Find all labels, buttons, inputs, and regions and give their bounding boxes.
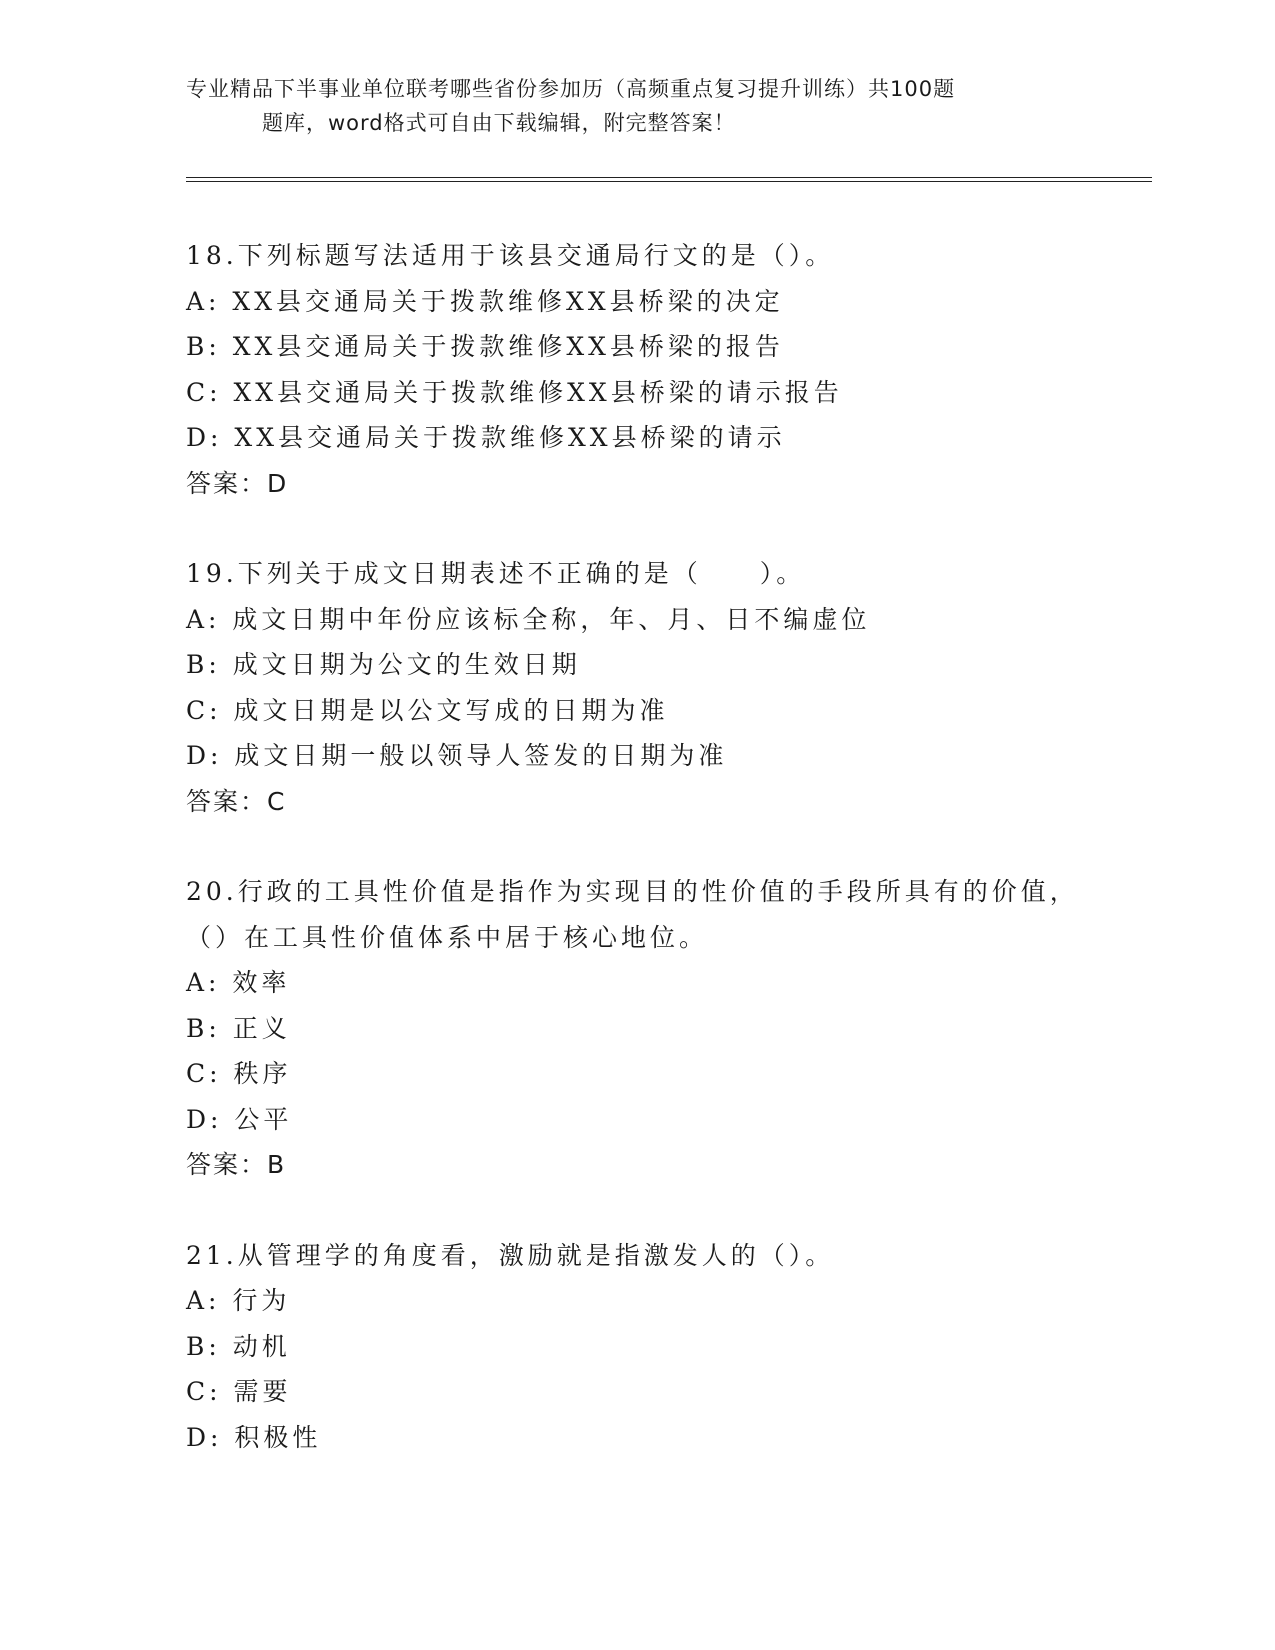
answer-line: 答案：D [186, 468, 289, 498]
question-19 [186, 551, 1116, 824]
option-d: D: 积极性 [186, 1422, 322, 1452]
option-c: C: XX县交通局关于拨款维修XX县桥梁的请示报告 [186, 377, 843, 407]
header-divider-bottom [186, 181, 1152, 182]
question-stem: 20.行政的工具性价值是指作为实现目的性价值的手段所具有的价值， [186, 877, 1079, 906]
question-stem-continued: （）在工具性价值体系中居于核心地位。 [186, 922, 709, 952]
document-header [186, 72, 1066, 140]
question-20 [186, 869, 1116, 1188]
header-title-line2: 题库，word格式可自由下载编辑，附完整答案！ [262, 111, 736, 135]
question-stem: 21.从管理学的角度看，激励就是指激发人的（）。 [186, 1240, 835, 1270]
option-d: D: 成文日期一般以领导人签发的日期为准 [186, 741, 728, 770]
question-stem: 18.下列标题写法适用于该县交通局行文的是（）。 [186, 241, 835, 270]
option-b: B: 动机 [186, 1331, 291, 1361]
option-c: C: 需要 [186, 1377, 292, 1406]
option-b: B: XX县交通局关于拨款维修XX县桥梁的报告 [186, 332, 784, 361]
option-a: A: 行为 [186, 1286, 291, 1315]
option-a: A: 成文日期中年份应该标全称，年、月、日不编虚位 [186, 604, 871, 634]
option-a: A: 效率 [186, 968, 291, 997]
option-d: D: XX县交通局关于拨款维修XX县桥梁的请示 [186, 423, 786, 452]
option-c: C: 秩序 [186, 1059, 292, 1088]
question-stem: 19.下列关于成文日期表述不正确的是（ ）。 [186, 559, 806, 588]
answer-line: 答案：B [186, 1150, 287, 1179]
header-title-line1: 专业精品下半事业单位联考哪些省份参加历（高频重点复习提升训练）共100题 [186, 77, 956, 101]
option-a: A: XX县交通局关于拨款维修XX县桥梁的决定 [186, 286, 784, 316]
option-d: D: 公平 [186, 1104, 293, 1134]
question-18 [186, 233, 1116, 506]
option-b: B: 正义 [186, 1013, 291, 1043]
question-list [186, 233, 1116, 1505]
option-b: B: 成文日期为公文的生效日期 [186, 650, 581, 679]
question-21 [186, 1233, 1116, 1461]
option-c: C: 成文日期是以公文写成的日期为准 [186, 695, 669, 725]
answer-line: 答案：C [186, 786, 287, 816]
header-divider-top [186, 177, 1152, 178]
